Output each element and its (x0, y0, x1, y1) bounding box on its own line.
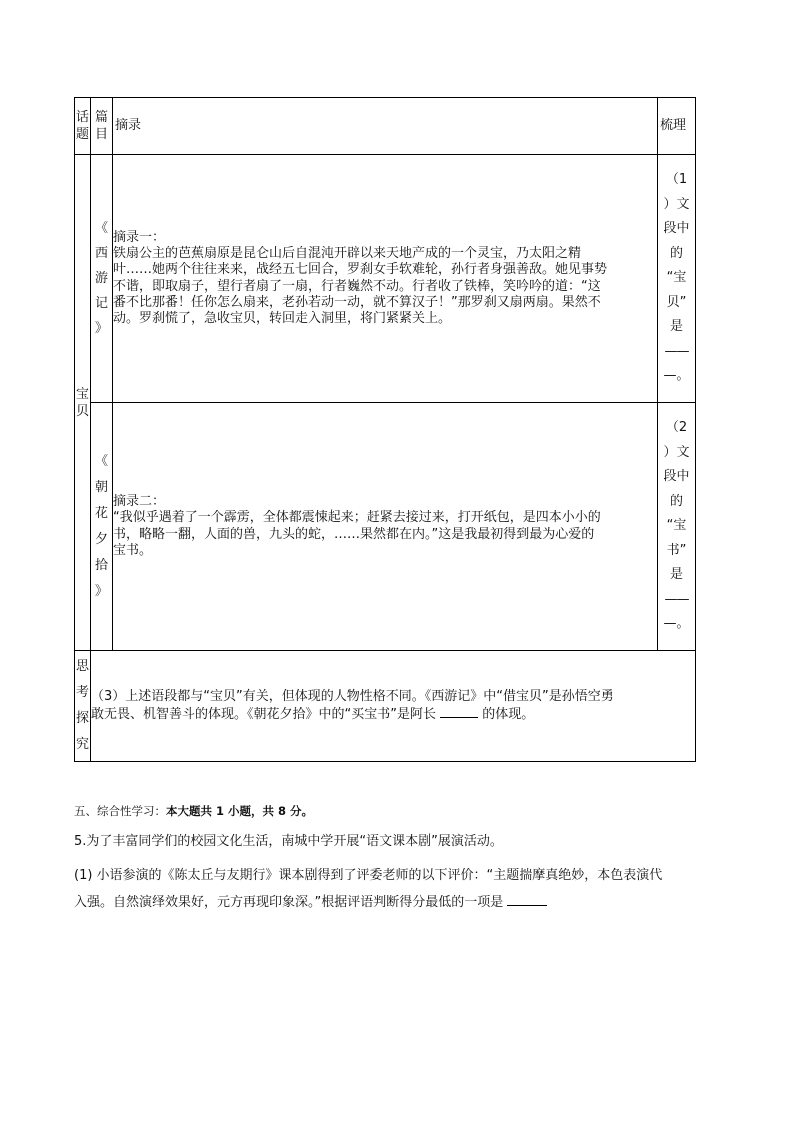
excerpt-two-label: 摘录二： (113, 494, 166, 509)
question-5-1 (74, 862, 714, 916)
reading-table (74, 97, 696, 762)
question-3 (91, 651, 696, 762)
sorting-question-2: （2 ）文 段中 的 “宝 书” 是 —— —。 (658, 403, 696, 651)
excerpt-line: 番不比那番！任你怎么扇来，老孙若动一动，就不算汉子！”那罗刹又扇两扇。果然不 (113, 294, 601, 310)
excerpt-line: 宝书。 (113, 542, 153, 558)
sorting-question-1: （1 ）文 段中 的 “宝 贝” 是 —— —。 (658, 155, 696, 403)
question-5-1-line1: (1) 小语参演的《陈太丘与友期行》课本剧得到了评委老师的以下评价：“主题揣摩真绝妙，本色表演代 (74, 868, 663, 883)
excerpt-line: 叶……她两个往往来来，战经五七回合，罗刹女手软难轮，孙行者身强善敌。她见事势 (113, 262, 608, 278)
section-5-heading: 五、综合性学习：本大题共 1 小题，共 8 分。 (74, 804, 314, 818)
excerpt-line: 书，略略一翻，人面的兽，九头的蛇，……果然都在内。”这是我最初得到最为心爱的 (113, 526, 595, 542)
question-3-line2a: 敢无畏、机智善斗的体现。《朝花夕拾》中的“买宝书”是阿长 (91, 707, 436, 722)
chapter-zhaohuaxishi: 《 朝 花 夕 拾 》 (91, 403, 113, 651)
excerpt-line: 动。罗刹慌了，急收宝贝，转回走入洞里，将门紧紧关上。 (113, 311, 452, 326)
topic-thinking: 思 考 探 究 (75, 651, 91, 762)
chapter-xiyouji: 《 西 游 记 》 (91, 155, 113, 403)
excerpt-line: 铁扇公主的芭蕉扇原是昆仑山后自混沌开辟以来天地产成的一个灵宝，乃太阳之精 (113, 246, 582, 261)
answer-blank-5-1[interactable] (507, 893, 547, 906)
table-row-thinking (75, 651, 696, 762)
question-5-stem: 5.为了丰富同学们的校园文化生活，南城中学开展“语文课本剧”展演活动。 (74, 834, 503, 849)
table-row-zhaohuaxishi (75, 403, 696, 651)
question-3-line2b: 的体现。 (482, 707, 535, 722)
excerpt-line: 不谐，即取扇子，望行者扇了一扇，行者巍然不动。行者收了铁棒，笑吟吟的道：“这 (113, 278, 601, 294)
answer-blank-2[interactable]: —— (664, 591, 689, 607)
header-topic: 话 题 (75, 98, 91, 155)
answer-blank-1[interactable]: —— (664, 343, 689, 359)
excerpt-one-label: 摘录一： (113, 229, 166, 245)
excerpt-one (113, 155, 658, 403)
table-header-row (75, 98, 696, 155)
header-excerpt: 摘录 (113, 98, 658, 155)
excerpt-two (113, 403, 658, 651)
header-chapter: 篇 目 (91, 98, 113, 155)
section-5-score: 本大题共 1 小题，共 8 分。 (166, 804, 314, 818)
topic-cell: 宝 贝 (75, 155, 91, 651)
header-sorting: 梳理 (658, 98, 696, 155)
table-row-xiyouji (75, 155, 696, 403)
question-5-1-line2: 入强。自然演绎效果好，元方再现印象深。”根据评语判断得分最低的一项是 (74, 895, 504, 910)
answer-blank-3[interactable] (440, 705, 478, 718)
excerpt-line: “我似乎遇着了一个霹雳，全体都震悚起来；赶紧去接过来，打开纸包，是四本小小的 (113, 510, 601, 526)
question-3-line1: （3）上述语段都与“宝贝”有关，但体现的人物性格不同。《西游记》中“借宝贝”是孙悟空勇 (91, 688, 614, 704)
